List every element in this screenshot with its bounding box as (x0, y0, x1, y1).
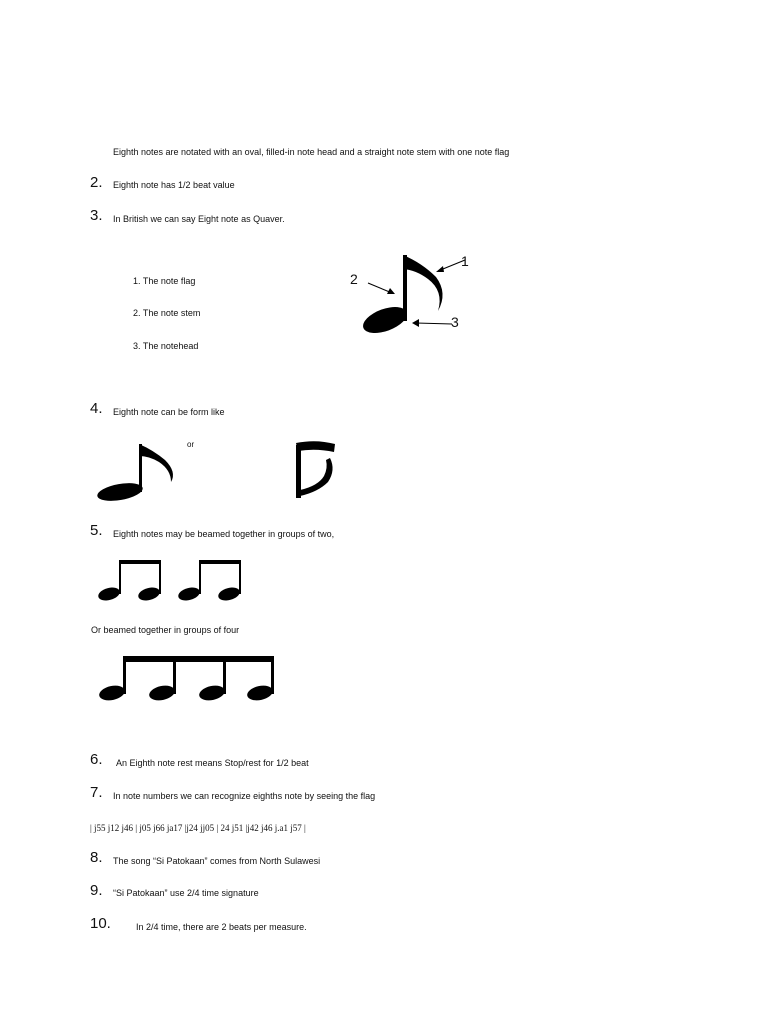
part-note-flag: 1. The note flag (133, 276, 196, 286)
or-label: or (187, 440, 195, 449)
diagram-notehead (360, 302, 411, 338)
diagram-flag (403, 255, 443, 311)
item-6-text: An Eighth note rest means Stop/rest for 1/2 beat (116, 758, 309, 768)
beamed-four (97, 655, 277, 703)
item-2-number: 2. (90, 174, 103, 191)
item-4-text: Eighth note can be form like (113, 407, 225, 417)
intro-text: Eighth notes are notated with an oval, filled-in note head and a straight note stem with one note flag (113, 147, 510, 157)
diagram-label-2: 2 (350, 271, 358, 287)
part-notehead: 3. The notehead (133, 341, 199, 351)
item-8-number: 8. (90, 849, 103, 866)
beamed-pairs (95, 558, 245, 603)
notation-line: | j55 j12 j46 | j05 j66 ja17 |j24 jj05 | 24 j51 |j42 j46 j.a1 j57 | (90, 823, 306, 833)
item-10-text: In 2/4 time, there are 2 beats per measure. (136, 922, 307, 932)
eighth-note-flag-form (95, 442, 180, 504)
item-4-number: 4. (90, 400, 103, 417)
part-note-stem: 2. The note stem (133, 308, 201, 318)
item-10-number: 10. (90, 915, 111, 932)
item-7-number: 7. (90, 784, 103, 801)
item-8-text: The song “Si Patokaan” comes from North Sulawesi (113, 856, 321, 866)
item-3-number: 3. (90, 207, 103, 224)
item-5-text: Eighth notes may be beamed together in groups of two, (113, 529, 335, 539)
item-9-number: 9. (90, 882, 103, 899)
item-9-text: “Si Patokaan” use 2/4 time signature (113, 888, 259, 898)
item-6-number: 6. (90, 751, 103, 768)
diagram-label-1: 1 (461, 253, 469, 269)
item-2-text: Eighth note has 1/2 beat value (113, 180, 235, 190)
item-5-number: 5. (90, 522, 103, 539)
beam-four-caption: Or beamed together in groups of four (91, 625, 240, 635)
diagram-label-3: 3 (451, 314, 459, 330)
eighth-note-diagram (340, 245, 480, 340)
item-7-text: In note numbers we can recognize eighths note by seeing the flag (113, 791, 376, 801)
eighth-note-beam-form (290, 440, 345, 502)
item-3-text: In British we can say Eight note as Quaver. (113, 214, 285, 224)
